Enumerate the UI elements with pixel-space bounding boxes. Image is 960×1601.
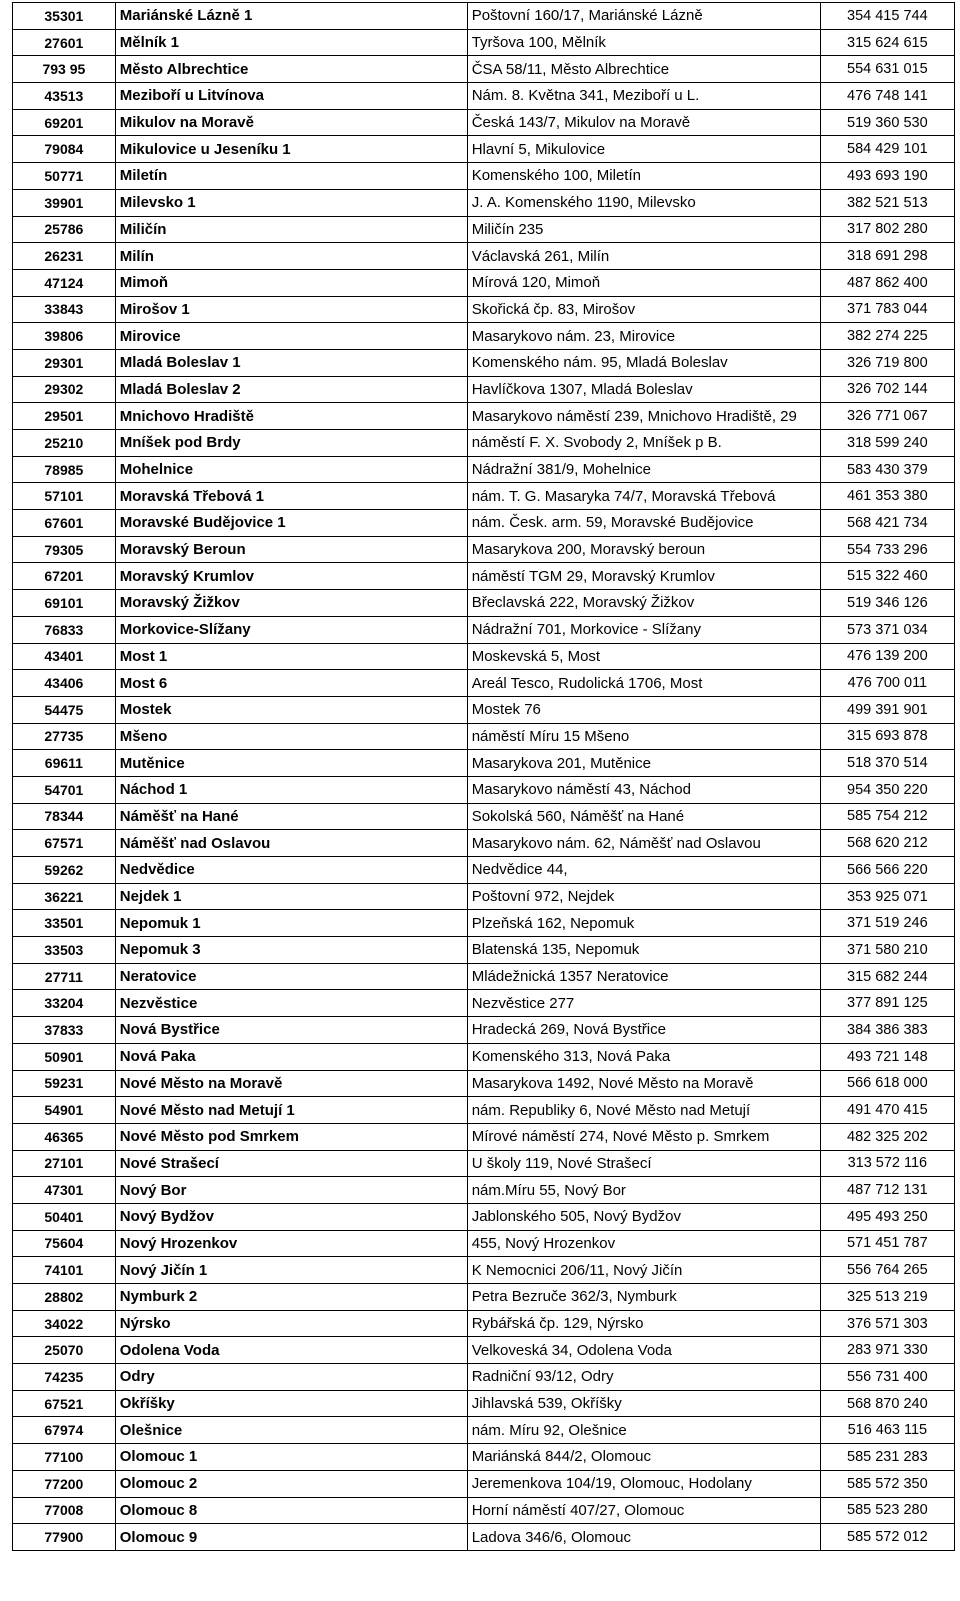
phone-cell: 283 971 330 [820,1337,954,1364]
address-cell: Poštovní 160/17, Mariánské Lázně [467,3,820,30]
post-office-name-cell: Mirošov 1 [115,296,467,323]
phone-cell: 371 783 044 [820,296,954,323]
post-office-name-cell: Moravská Třebová 1 [115,483,467,510]
post-office-name-cell: Olešnice [115,1417,467,1444]
table-row [13,937,955,964]
address-cell: K Nemocnici 206/11, Nový Jičín [467,1257,820,1284]
table-row [13,963,955,990]
post-office-table-container [12,2,955,1551]
post-office-name-cell: Nejdek 1 [115,883,467,910]
table-row [13,1497,955,1524]
address-cell: Masarykovo náměstí 239, Mnichovo Hradiště, 29 [467,403,820,430]
postal-code-cell: 26231 [13,243,116,270]
address-cell: Miličín 235 [467,216,820,243]
phone-cell: 313 572 116 [820,1150,954,1177]
phone-cell: 573 371 034 [820,616,954,643]
postal-code-cell: 67974 [13,1417,116,1444]
address-cell: Jablonského 505, Nový Bydžov [467,1203,820,1230]
phone-cell: 487 862 400 [820,269,954,296]
table-row [13,776,955,803]
address-cell: náměstí Míru 15 Mšeno [467,723,820,750]
post-office-name-cell: Nymburk 2 [115,1284,467,1311]
address-cell: Horní náměstí 407/27, Olomouc [467,1497,820,1524]
postal-code-cell: 67601 [13,510,116,537]
table-row [13,830,955,857]
phone-cell: 585 754 212 [820,803,954,830]
address-cell: J. A. Komenského 1190, Milevsko [467,189,820,216]
post-office-name-cell: Nový Hrozenkov [115,1230,467,1257]
address-cell: nám. Republiky 6, Nové Město nad Metují [467,1097,820,1124]
table-row [13,216,955,243]
table-row [13,643,955,670]
address-cell: Moskevská 5, Most [467,643,820,670]
postal-code-cell: 37833 [13,1017,116,1044]
table-row [13,563,955,590]
postal-code-cell: 78344 [13,803,116,830]
postal-code-cell: 27735 [13,723,116,750]
table-row [13,349,955,376]
postal-code-cell: 57101 [13,483,116,510]
table-row [13,29,955,56]
address-cell: nám. Míru 92, Olešnice [467,1417,820,1444]
post-office-name-cell: Milín [115,243,467,270]
phone-cell: 371 519 246 [820,910,954,937]
table-body [13,3,955,1551]
table-row [13,1017,955,1044]
postal-code-cell: 36221 [13,883,116,910]
table-row [13,430,955,457]
phone-cell: 519 346 126 [820,590,954,617]
phone-cell: 491 470 415 [820,1097,954,1124]
postal-code-cell: 59262 [13,857,116,884]
postal-code-cell: 29301 [13,349,116,376]
address-cell: U školy 119, Nové Strašecí [467,1150,820,1177]
post-office-name-cell: Mělník 1 [115,29,467,56]
address-cell: náměstí TGM 29, Moravský Krumlov [467,563,820,590]
address-cell: Komenského 313, Nová Paka [467,1043,820,1070]
phone-cell: 556 764 265 [820,1257,954,1284]
phone-cell: 382 521 513 [820,189,954,216]
post-office-name-cell: Neratovice [115,963,467,990]
post-office-name-cell: Mikulov na Moravě [115,109,467,136]
table-row [13,1390,955,1417]
post-office-name-cell: Náchod 1 [115,776,467,803]
address-cell: Rybářská čp. 129, Nýrsko [467,1310,820,1337]
table-row [13,803,955,830]
address-cell: Ladova 346/6, Olomouc [467,1524,820,1551]
phone-cell: 371 580 210 [820,937,954,964]
address-cell: Sokolská 560, Náměšť na Hané [467,803,820,830]
phone-cell: 315 624 615 [820,29,954,56]
table-row [13,403,955,430]
address-cell: Mládežnická 1357 Neratovice [467,963,820,990]
post-office-name-cell: Okříšky [115,1390,467,1417]
phone-cell: 318 691 298 [820,243,954,270]
address-cell: ČSA 58/11, Město Albrechtice [467,56,820,83]
post-office-name-cell: Nýrsko [115,1310,467,1337]
address-cell: Poštovní 972, Nejdek [467,883,820,910]
postal-code-cell: 78985 [13,456,116,483]
table-row [13,456,955,483]
post-office-name-cell: Miletín [115,163,467,190]
phone-cell: 482 325 202 [820,1123,954,1150]
phone-cell: 382 274 225 [820,323,954,350]
phone-cell: 377 891 125 [820,990,954,1017]
phone-cell: 315 682 244 [820,963,954,990]
post-office-name-cell: Město Albrechtice [115,56,467,83]
table-row [13,56,955,83]
post-office-name-cell: Náměšť na Hané [115,803,467,830]
table-row [13,483,955,510]
post-office-name-cell: Nová Bystřice [115,1017,467,1044]
post-office-name-cell: Mníšek pod Brdy [115,430,467,457]
postal-code-cell: 29501 [13,403,116,430]
phone-cell: 566 566 220 [820,857,954,884]
post-office-name-cell: Miličín [115,216,467,243]
address-cell: nám. Česk. arm. 59, Moravské Budějovice [467,510,820,537]
phone-cell: 326 771 067 [820,403,954,430]
post-office-name-cell: Moravský Žižkov [115,590,467,617]
table-row [13,723,955,750]
table-row [13,243,955,270]
address-cell: Hradecká 269, Nová Bystřice [467,1017,820,1044]
postal-code-cell: 46365 [13,1123,116,1150]
phone-cell: 326 719 800 [820,349,954,376]
postal-code-cell: 54701 [13,776,116,803]
postal-code-cell: 25786 [13,216,116,243]
post-office-name-cell: Most 6 [115,670,467,697]
phone-cell: 326 702 144 [820,376,954,403]
phone-cell: 556 731 400 [820,1364,954,1391]
address-cell: Komenského 100, Miletín [467,163,820,190]
phone-cell: 585 572 350 [820,1470,954,1497]
postal-code-cell: 59231 [13,1070,116,1097]
post-office-table [12,2,955,1551]
postal-code-cell: 43406 [13,670,116,697]
postal-code-cell: 27101 [13,1150,116,1177]
postal-code-cell: 33843 [13,296,116,323]
address-cell: Havlíčkova 1307, Mladá Boleslav [467,376,820,403]
postal-code-cell: 28802 [13,1284,116,1311]
table-row [13,136,955,163]
post-office-name-cell: Nové Město pod Smrkem [115,1123,467,1150]
postal-code-cell: 43401 [13,643,116,670]
table-row [13,83,955,110]
post-office-name-cell: Moravský Krumlov [115,563,467,590]
postal-code-cell: 75604 [13,1230,116,1257]
phone-cell: 554 733 296 [820,536,954,563]
post-office-name-cell: Milevsko 1 [115,189,467,216]
phone-cell: 493 693 190 [820,163,954,190]
table-row [13,163,955,190]
post-office-name-cell: Olomouc 1 [115,1444,467,1471]
address-cell: Hlavní 5, Mikulovice [467,136,820,163]
postal-code-cell: 69201 [13,109,116,136]
phone-cell: 495 493 250 [820,1203,954,1230]
phone-cell: 461 353 380 [820,483,954,510]
postal-code-cell: 27711 [13,963,116,990]
postal-code-cell: 50901 [13,1043,116,1070]
postal-code-cell: 79084 [13,136,116,163]
address-cell: Velkoveská 34, Odolena Voda [467,1337,820,1364]
phone-cell: 516 463 115 [820,1417,954,1444]
phone-cell: 325 513 219 [820,1284,954,1311]
address-cell: Břeclavská 222, Moravský Žižkov [467,590,820,617]
table-row [13,696,955,723]
post-office-name-cell: Nový Bor [115,1177,467,1204]
table-row [13,1123,955,1150]
phone-cell: 315 693 878 [820,723,954,750]
postal-code-cell: 33503 [13,937,116,964]
phone-cell: 585 523 280 [820,1497,954,1524]
table-row [13,1310,955,1337]
postal-code-cell: 67571 [13,830,116,857]
address-cell: Nedvědice 44, [467,857,820,884]
post-office-name-cell: Mutěnice [115,750,467,777]
phone-cell: 499 391 901 [820,696,954,723]
phone-cell: 493 721 148 [820,1043,954,1070]
postal-code-cell: 67201 [13,563,116,590]
postal-code-cell: 25210 [13,430,116,457]
address-cell: Blatenská 135, Nepomuk [467,937,820,964]
address-cell: Radniční 93/12, Odry [467,1364,820,1391]
postal-code-cell: 74101 [13,1257,116,1284]
address-cell: Masarykovo nám. 23, Mirovice [467,323,820,350]
address-cell: Masarykovo nám. 62, Náměšť nad Oslavou [467,830,820,857]
phone-cell: 318 599 240 [820,430,954,457]
address-cell: nám.Míru 55, Nový Bor [467,1177,820,1204]
phone-cell: 376 571 303 [820,1310,954,1337]
phone-cell: 568 870 240 [820,1390,954,1417]
table-row [13,3,955,30]
table-row [13,750,955,777]
post-office-name-cell: Most 1 [115,643,467,670]
phone-cell: 354 415 744 [820,3,954,30]
postal-code-cell: 35301 [13,3,116,30]
postal-code-cell: 27601 [13,29,116,56]
postal-code-cell: 74235 [13,1364,116,1391]
post-office-name-cell: Nové Město nad Metují 1 [115,1097,467,1124]
phone-cell: 554 631 015 [820,56,954,83]
postal-code-cell: 39901 [13,189,116,216]
address-cell: Masarykova 1492, Nové Město na Moravě [467,1070,820,1097]
address-cell: Areál Tesco, Rudolická 1706, Most [467,670,820,697]
phone-cell: 515 322 460 [820,563,954,590]
phone-cell: 476 139 200 [820,643,954,670]
address-cell: nám. T. G. Masaryka 74/7, Moravská Třebová [467,483,820,510]
phone-cell: 568 620 212 [820,830,954,857]
post-office-name-cell: Mirovice [115,323,467,350]
post-office-name-cell: Nezvěstice [115,990,467,1017]
address-cell: Česká 143/7, Mikulov na Moravě [467,109,820,136]
table-row [13,670,955,697]
post-office-name-cell: Náměšť nad Oslavou [115,830,467,857]
postal-code-cell: 67521 [13,1390,116,1417]
table-row [13,1043,955,1070]
address-cell: Jeremenkova 104/19, Olomouc, Hodolany [467,1470,820,1497]
address-cell: Masarykova 201, Mutěnice [467,750,820,777]
table-row [13,1257,955,1284]
phone-cell: 317 802 280 [820,216,954,243]
postal-code-cell: 33501 [13,910,116,937]
table-row [13,1284,955,1311]
phone-cell: 584 429 101 [820,136,954,163]
table-row [13,883,955,910]
table-row [13,1070,955,1097]
phone-cell: 519 360 530 [820,109,954,136]
phone-cell: 487 712 131 [820,1177,954,1204]
phone-cell: 954 350 220 [820,776,954,803]
address-cell: Masarykovo náměstí 43, Náchod [467,776,820,803]
postal-code-cell: 29302 [13,376,116,403]
phone-cell: 476 700 011 [820,670,954,697]
table-row [13,616,955,643]
postal-code-cell: 33204 [13,990,116,1017]
table-row [13,990,955,1017]
post-office-name-cell: Nedvědice [115,857,467,884]
postal-code-cell: 39806 [13,323,116,350]
post-office-name-cell: Odolena Voda [115,1337,467,1364]
address-cell: Tyršova 100, Mělník [467,29,820,56]
address-cell: náměstí F. X. Svobody 2, Mníšek p B. [467,430,820,457]
post-office-name-cell: Mostek [115,696,467,723]
post-office-name-cell: Olomouc 2 [115,1470,467,1497]
postal-code-cell: 47124 [13,269,116,296]
table-row [13,376,955,403]
phone-cell: 353 925 071 [820,883,954,910]
postal-code-cell: 77900 [13,1524,116,1551]
table-row [13,1230,955,1257]
table-row [13,1177,955,1204]
table-row [13,1444,955,1471]
post-office-name-cell: Mladá Boleslav 2 [115,376,467,403]
postal-code-cell: 69101 [13,590,116,617]
postal-code-cell: 77008 [13,1497,116,1524]
postal-code-cell: 54475 [13,696,116,723]
post-office-name-cell: Olomouc 8 [115,1497,467,1524]
postal-code-cell: 43513 [13,83,116,110]
post-office-name-cell: Nový Jičín 1 [115,1257,467,1284]
post-office-name-cell: Mšeno [115,723,467,750]
address-cell: 455, Nový Hrozenkov [467,1230,820,1257]
post-office-name-cell: Moravské Budějovice 1 [115,510,467,537]
table-row [13,1470,955,1497]
postal-code-cell: 47301 [13,1177,116,1204]
address-cell: Nezvěstice 277 [467,990,820,1017]
post-office-name-cell: Nový Bydžov [115,1203,467,1230]
phone-cell: 518 370 514 [820,750,954,777]
post-office-name-cell: Mimoň [115,269,467,296]
address-cell: Masarykova 200, Moravský beroun [467,536,820,563]
phone-cell: 568 421 734 [820,510,954,537]
table-row [13,510,955,537]
post-office-name-cell: Mohelnice [115,456,467,483]
address-cell: Mírová 120, Mimoň [467,269,820,296]
post-office-name-cell: Odry [115,1364,467,1391]
postal-code-cell: 50401 [13,1203,116,1230]
table-row [13,1150,955,1177]
postal-code-cell: 50771 [13,163,116,190]
post-office-name-cell: Nové Město na Moravě [115,1070,467,1097]
postal-code-cell: 793 95 [13,56,116,83]
post-office-name-cell: Olomouc 9 [115,1524,467,1551]
phone-cell: 585 231 283 [820,1444,954,1471]
address-cell: Jihlavská 539, Okříšky [467,1390,820,1417]
postal-code-cell: 77200 [13,1470,116,1497]
table-row [13,590,955,617]
table-row [13,189,955,216]
address-cell: Nám. 8. Května 341, Meziboří u L. [467,83,820,110]
address-cell: Mariánská 844/2, Olomouc [467,1444,820,1471]
table-row [13,296,955,323]
post-office-name-cell: Nepomuk 3 [115,937,467,964]
postal-code-cell: 79305 [13,536,116,563]
table-row [13,857,955,884]
phone-cell: 583 430 379 [820,456,954,483]
address-cell: Nádražní 701, Morkovice - Slížany [467,616,820,643]
post-office-name-cell: Morkovice-Slížany [115,616,467,643]
post-office-name-cell: Meziboří u Litvínova [115,83,467,110]
post-office-name-cell: Nepomuk 1 [115,910,467,937]
table-row [13,1203,955,1230]
phone-cell: 476 748 141 [820,83,954,110]
postal-code-cell: 77100 [13,1444,116,1471]
phone-cell: 566 618 000 [820,1070,954,1097]
address-cell: Komenského nám. 95, Mladá Boleslav [467,349,820,376]
post-office-name-cell: Mladá Boleslav 1 [115,349,467,376]
table-row [13,323,955,350]
post-office-name-cell: Mariánské Lázně 1 [115,3,467,30]
address-cell: Skořická čp. 83, Mirošov [467,296,820,323]
phone-cell: 571 451 787 [820,1230,954,1257]
phone-cell: 384 386 383 [820,1017,954,1044]
address-cell: Mírové náměstí 274, Nové Město p. Smrkem [467,1123,820,1150]
table-row [13,1097,955,1124]
table-row [13,1337,955,1364]
postal-code-cell: 34022 [13,1310,116,1337]
address-cell: Václavská 261, Milín [467,243,820,270]
post-office-name-cell: Moravský Beroun [115,536,467,563]
postal-code-cell: 69611 [13,750,116,777]
table-row [13,1417,955,1444]
table-row [13,1364,955,1391]
table-row [13,1524,955,1551]
table-row [13,269,955,296]
post-office-name-cell: Mikulovice u Jeseníku 1 [115,136,467,163]
postal-code-cell: 76833 [13,616,116,643]
phone-cell: 585 572 012 [820,1524,954,1551]
post-office-name-cell: Nové Strašecí [115,1150,467,1177]
table-row [13,910,955,937]
postal-code-cell: 25070 [13,1337,116,1364]
post-office-name-cell: Mnichovo Hradiště [115,403,467,430]
postal-code-cell: 54901 [13,1097,116,1124]
address-cell: Plzeňská 162, Nepomuk [467,910,820,937]
table-row [13,536,955,563]
post-office-name-cell: Nová Paka [115,1043,467,1070]
table-row [13,109,955,136]
address-cell: Nádražní 381/9, Mohelnice [467,456,820,483]
address-cell: Petra Bezruče 362/3, Nymburk [467,1284,820,1311]
address-cell: Mostek 76 [467,696,820,723]
